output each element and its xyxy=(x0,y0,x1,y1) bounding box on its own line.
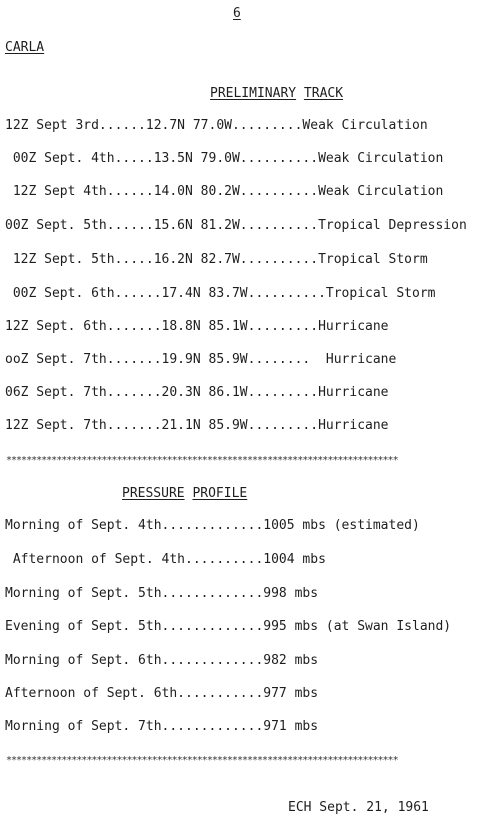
track-row: 12Z Sept. 7th.......21.1N 85.9W.........Hurricane xyxy=(5,418,389,433)
pressure-row: Morning of Sept. 5th.............998 mbs xyxy=(5,586,319,601)
track-row: 12Z Sept 4th......14.0N 80.2W..........Weak Circulation xyxy=(5,184,444,199)
page-number: 6 xyxy=(233,6,241,21)
track-row: 12Z Sept. 6th.......18.8N 85.1W.........Hurricane xyxy=(5,319,389,334)
track-row: 00Z Sept. 4th.....13.5N 79.0W..........Weak Circulation xyxy=(5,151,444,166)
separator-line: ****************************************************************************** xyxy=(6,755,398,766)
pressure-row: Afternoon of Sept. 4th..........1004 mbs xyxy=(5,552,326,567)
pressure-heading-word-2: PROFILE xyxy=(192,486,248,501)
track-heading xyxy=(210,86,343,102)
pressure-row: Morning of Sept. 7th.............971 mbs xyxy=(5,719,319,734)
pressure-row: Evening of Sept. 5th.............995 mbs (at Swan Island) xyxy=(5,619,452,634)
track-heading-word-2: TRACK xyxy=(303,86,344,101)
pressure-row: Morning of Sept. 4th.............1005 mbs (estimated) xyxy=(5,518,420,533)
track-row: ooZ Sept. 7th.......19.9N 85.9W........ Hurricane xyxy=(5,352,397,367)
storm-name: CARLA xyxy=(5,40,45,55)
signature-date: ECH Sept. 21, 1961 xyxy=(288,800,429,815)
track-row: 12Z Sept 3rd......12.7N 77.0W.........Weak Circulation xyxy=(5,118,428,133)
track-heading-word-1: PRELIMINARY xyxy=(210,86,297,101)
pressure-heading xyxy=(122,486,247,502)
pressure-row: Afternoon of Sept. 6th...........977 mbs xyxy=(5,686,319,701)
pressure-heading-word-1: PRESSURE xyxy=(122,486,185,501)
track-row: 12Z Sept. 5th.....16.2N 82.7W..........Tropical Storm xyxy=(5,252,428,267)
track-row: 06Z Sept. 7th.......20.3N 86.1W.........Hurricane xyxy=(5,385,389,400)
pressure-row: Morning of Sept. 6th.............982 mbs xyxy=(5,653,319,668)
separator-line: ****************************************************************************** xyxy=(6,455,398,466)
track-row: 00Z Sept. 6th......17.4N 83.7W..........Tropical Storm xyxy=(5,286,436,301)
track-row: 00Z Sept. 5th......15.6N 81.2W..........Tropical Depression xyxy=(5,218,467,233)
